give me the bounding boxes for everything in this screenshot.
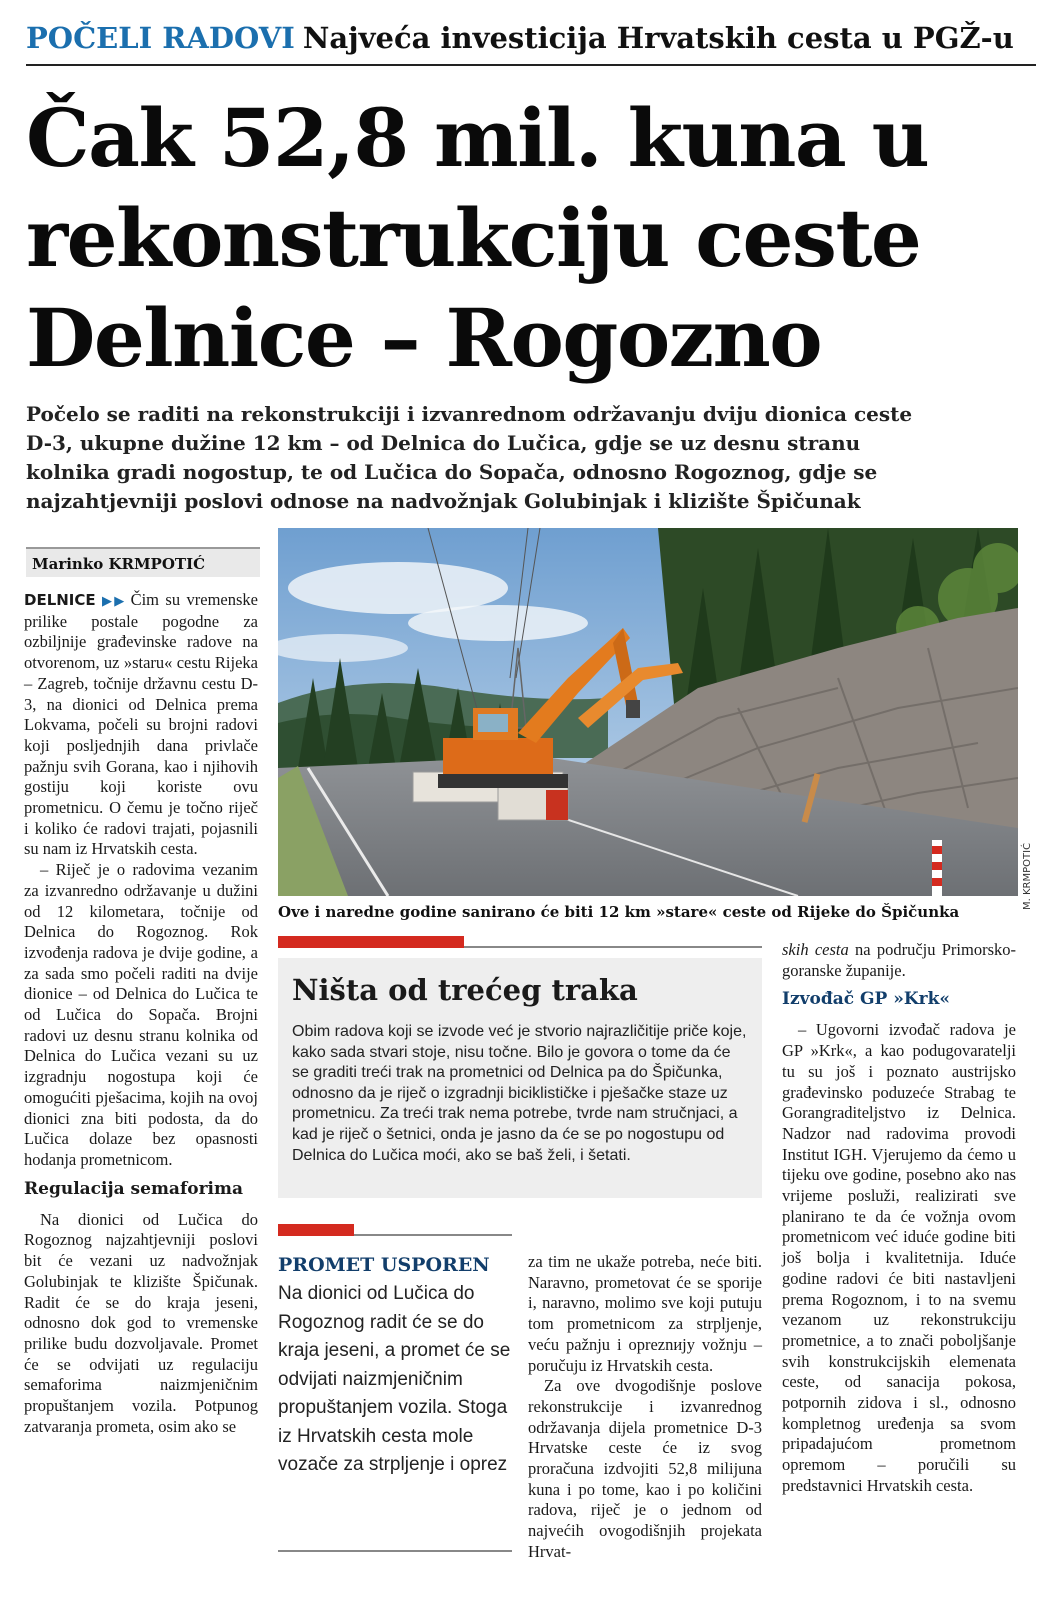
lead-paragraph (26, 400, 1036, 516)
article-column-3 (528, 1252, 762, 1563)
paragraph: za tim ne ukaže potreba, neće biti. Naravno, prometovat će se sporije i, naravno, molimo sve koji putuju tom prometnicom za strpljenje, veću pažnju i opreznију vožnju – poručuju iz Hrvatskih cesta. (528, 1252, 762, 1375)
sidebar-title: Ništa od trećeg traka (292, 973, 638, 1007)
paragraph: DELNICE ▶▶ Čim su vremenske prilike postale pogodne za ozbiljnije građevinske radove na otvorenom, uz »staru« cestu Rijeka – Zagreb, točnije državnu cestu D-3, na dionici od Delnica prema Lokvama, počeli su brojni radovi koji posljednjih dana privlače pažnju svih Gorana, kao i njihovih gostiju koji koriste ovu prometnicu. O čemu je točno riječ i koliko će radovi trajati, pojasnili su nam iz Hrvatskih cesta. (24, 590, 258, 859)
red-accent-bar (278, 936, 464, 948)
paragraph: Za ove dvogodišnje poslove rekonstrukcije i izvanrednog održavanja dijela prometnice D-3 Hrvatske ceste će iz svog proračuna izdvojiti 52,8 milijuna kuna i po tome, kao i po količini radova, riječ je o jednom od najvećih ovogodišnjih projekata Hrvat- (528, 1376, 762, 1561)
lead-line: kolnika gradi nogostup, te od Lučica do Sopača, odnosno Rogoznog, gdje se (26, 460, 878, 484)
pullout-title: PROMET USPOREN (278, 1254, 490, 1276)
dateline: DELNICE (24, 591, 96, 609)
photo-caption: Ove i naredne godine sanirano će biti 12 km »stare« ceste od Rijeke do Špičunka (278, 903, 960, 921)
divider (464, 946, 762, 948)
road-construction-photo (278, 528, 1018, 896)
paragraph: – Riječ je o radovima vezanim za izvanredno održavanje u dužini od 12 kilometara, točnije od Delnica do Rogoznog. Rok izvođenja radova je dvije godine, a za sada smo počeli raditi na dvije dionice – od Delnica do Lučica te od Lučica do Sopača. Brojni radovi uz desnu stranu kolnika od Delnica do Lučica vezani su uz izgradnju nogostupa koji će omogućiti pješacima, kojih na ovoj dionici zna biti podosta, da do Lučica dolaze bez opasnosti hodanja prometnicom. (24, 860, 258, 1169)
paragraph: skih cesta na području Primorsko-goranske županije. (782, 940, 1016, 980)
red-accent-bar (278, 1224, 354, 1236)
headline-line: Čak 52,8 mil. kuna u (26, 91, 929, 185)
headline (26, 88, 1036, 388)
double-arrow-icon: ▶▶ (99, 593, 127, 608)
divider (354, 1234, 512, 1236)
lead-line: najzahtjevniji poslovi odnose na nadvožnjak Golubinjak i klizište Špičunak (26, 489, 861, 513)
photo-credit: M. KRMPOTIĆ (1022, 842, 1033, 910)
subhead: Regulacija semaforima (24, 1178, 244, 1199)
sidebar-box (278, 958, 762, 1198)
headline-line: Delnice – Rogozno (26, 291, 822, 385)
kicker-label: POČELI RADOVI (26, 21, 295, 55)
pullout-text: Na dionici od Lučica do Rogoznog radit će se do kraja jeseni, a promet će se odvijati naizmjeničnim propuštanjem vozila. Stoga iz Hrvatskih cesta mole vozače za strpljenje i oprez (278, 1283, 511, 1475)
kicker (26, 18, 1036, 66)
subhead: Izvođač GP »Krk« (782, 989, 950, 1010)
divider (278, 1550, 512, 1552)
article-photo (278, 528, 1018, 896)
lead-line: D-3, ukupne dužine 12 km – od Delnica do Lučica, gdje se uz desnu stranu (26, 431, 861, 455)
article-column-4 (782, 940, 1016, 1497)
kicker-text: Najveća investicija Hrvatskih cesta u PGŽ-u (302, 21, 1014, 55)
paragraph: Na dionici od Lučica do Rogoznog najzahtjevniji poslovi bit će vezani uz nadvožnjak Golubinjak te klizište Špičunak. Radit će se do kraja jeseni, odnosno dok god to vremenske prilike budu dozvoljavale. Promet će se odvijati uz regulaciju semaforima naizmjeničnim propuštanjem vozila. Potpunog zatvaranja prometa, osim ako se (24, 1209, 258, 1436)
article-column-1 (24, 590, 258, 1437)
byline: Marinko KRMPOTIĆ (26, 547, 260, 577)
sidebar-text: Obim radova koji se izvode već je stvorio najrazličitije priče koje, kako sada stvari stoje, nisu točne. Bilo je govora o tome da će se graditi treći trak na prometnici od Delnica pa do Špičunka, odnosno da je riječ o izgradnji biciklističke i pješačke staze uz prometnicu. Za treći trak nema potrebe, tvrde nam stručnjaci, a kad je riječ o šetnici, onda je jasno da će se po nogostupu od Delnica do Lučica moći, ako se baš želi, i šetati. (292, 1023, 747, 1164)
headline-line: rekonstrukciju ceste (26, 191, 921, 285)
lead-line: Počelo se raditi na rekonstrukciji i izvanrednom održavanju dviju dionica ceste (26, 402, 913, 426)
paragraph: – Ugovorni izvođač radova je GP »Krk«, a kao podugovaratelji tu su još i poznato austrijsko građevinsko poduzeće Strabag te Gorangraditeljstvo iz Delnica. Nadzor nad radovima provodi Institut IGH. Vjerujemo da ćemo u tijeku ove godine, posebno ako nas vrijeme posluži, realizirati sve planirano te da će vožnja ovom prometnicom već iduće godine biti još bolja i kvalitetnija. Iduće godine radovi će biti nastavljeni prema Rogoznom, i to na svemu vezanom uz rekonstrukciju prometnice, a to znači poboljšanje svih konstrukcijskih elemenata ceste, od sanacija pokosa, potpornih zidova i sl., odnosno kompletnog uređenja sa svom pripadajućom prometnom opremom – poručili su predstavnici Hrvatskih cesta. (782, 1020, 1016, 1495)
